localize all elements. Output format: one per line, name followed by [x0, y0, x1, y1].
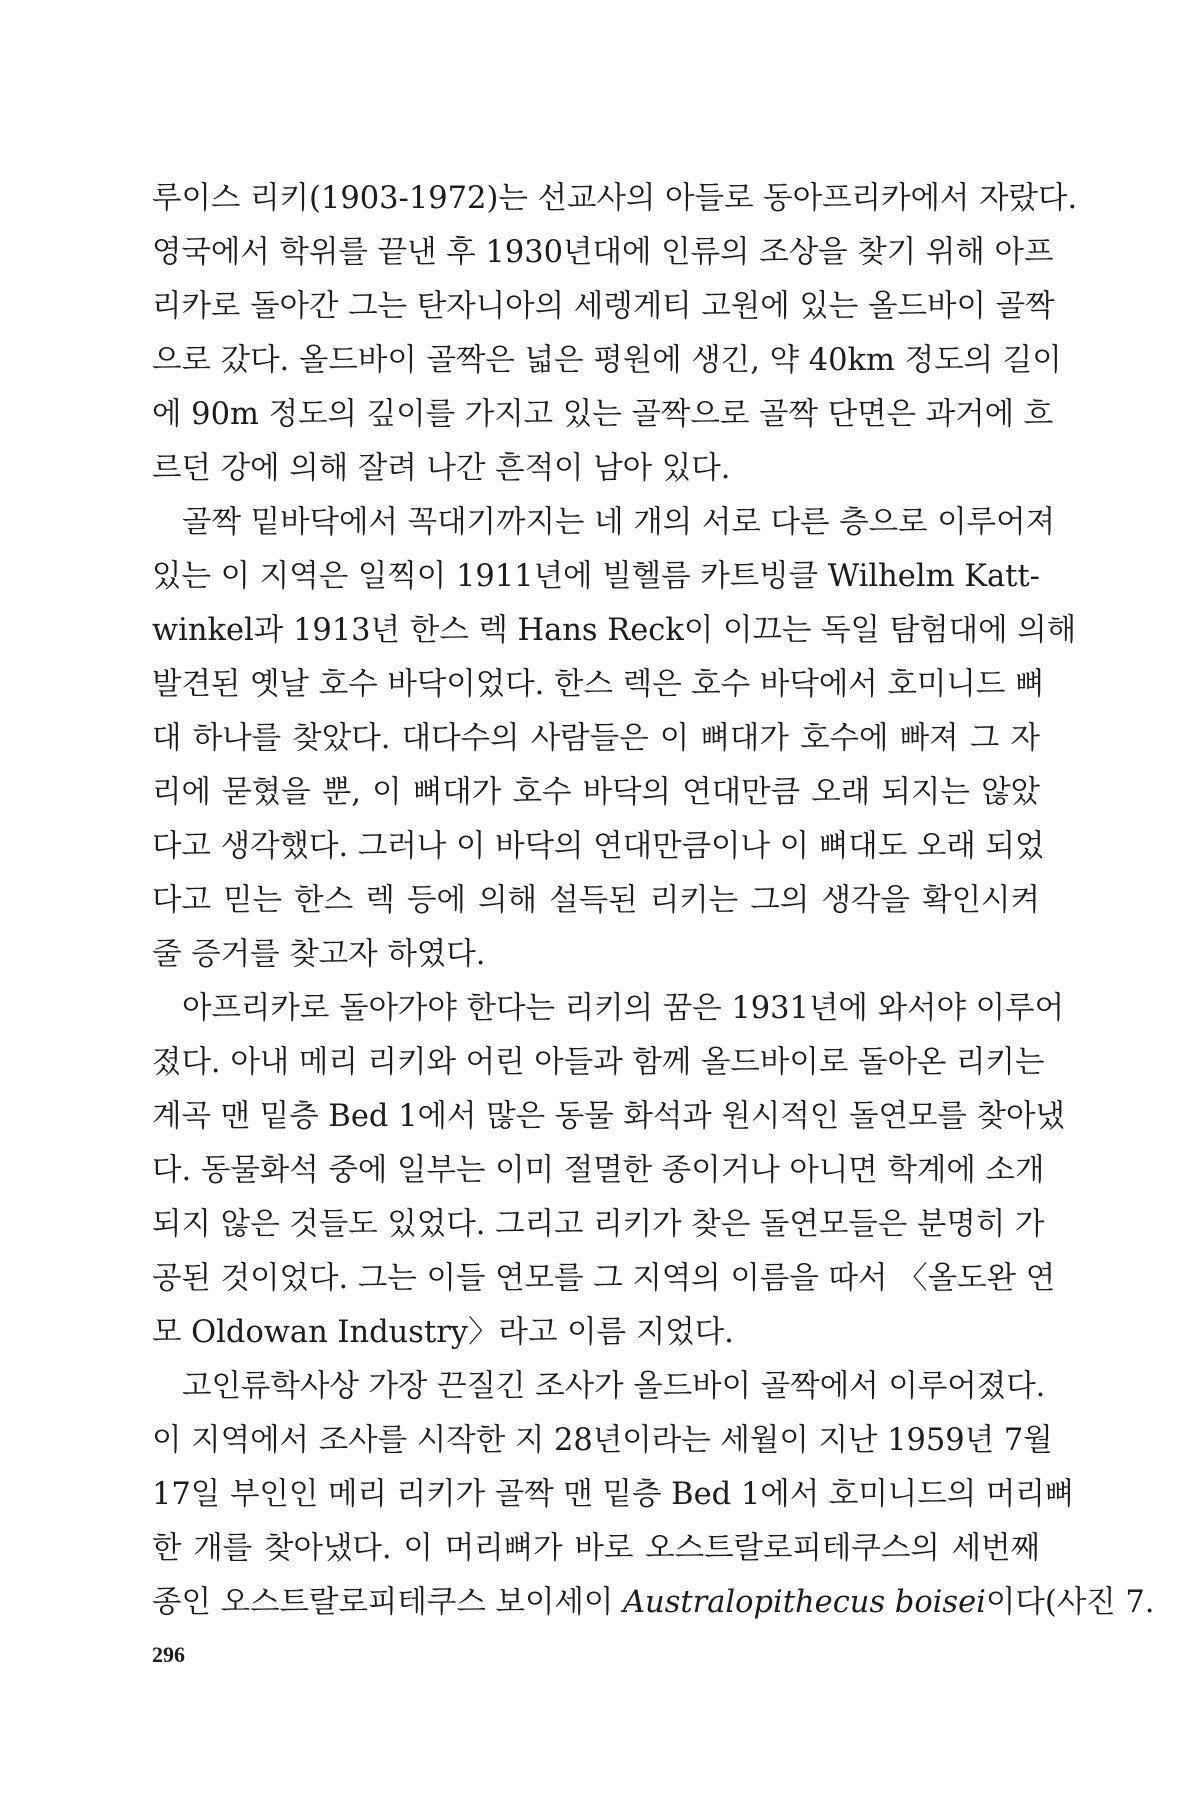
text-line-2: 영국에서 학위를 끝낸 후 1930년대에 인류의 조상을 찾기 위해 아프 — [152, 235, 1054, 270]
text-line-23: 고인류학사상 가장 끈질긴 조사가 올드바이 골짝에서 이루어졌다. — [182, 1369, 1046, 1404]
text-line-4: 으로 갔다. 올드바이 골짝은 넓은 평원에 생긴, 약 40km 정도의 길이 — [152, 343, 1062, 378]
text-line-10: 발견된 옛날 호수 바닥이었다. 한스 렉은 호수 바닥에서 호미니드 뼈 — [152, 667, 1045, 702]
text-line-9: winkel과 1913년 한스 렉 Hans Reck이 이끄는 독일 탐험대에 의해 — [152, 613, 1077, 648]
text-line-22: 모 Oldowan Industry〉라고 이름 지었다. — [152, 1315, 734, 1350]
text-line-13: 다고 생각했다. 그러나 이 바닥의 연대만큼이나 이 뼈대도 오래 되었 — [152, 829, 1045, 864]
text-line-20: 되지 않은 것들도 있었다. 그리고 리키가 찾은 돌연모들은 분명히 가 — [152, 1207, 1045, 1242]
text-line-5: 에 90m 정도의 깊이를 가지고 있는 골짝으로 골짝 단면은 과거에 흐 — [152, 397, 1054, 432]
text-line-16: 아프리카로 돌아가야 한다는 리키의 꿈은 1931년에 와서야 이루어 — [182, 991, 1065, 1026]
text-line-25: 17일 부인인 메리 리키가 골짝 맨 밑층 Bed 1에서 호미니드의 머리뼈 — [152, 1477, 1075, 1512]
text-line-6: 르던 강에 의해 잘려 나간 흔적이 남아 있다. — [152, 451, 731, 486]
text-line-11: 대 하나를 찾았다. 대다수의 사람들은 이 뼈대가 호수에 빠져 그 자 — [152, 721, 1040, 756]
species-name-italic: Australopithecus boisei — [623, 1585, 986, 1620]
text-line-8: 있는 이 지역은 일찍이 1911년에 빌헬름 카트빙클 Wilhelm Katt- — [152, 559, 1040, 594]
text-line-26: 한 개를 찾아냈다. 이 머리뼈가 바로 오스트랄로피테쿠스의 세번째 — [152, 1531, 1040, 1566]
text-line-14: 다고 믿는 한스 렉 등에 의해 설득된 리키는 그의 생각을 확인시켜 — [152, 883, 1040, 918]
text-line-27-suffix: 이다(사진 7. — [985, 1585, 1155, 1620]
text-line-7: 골짝 밑바닥에서 꼭대기까지는 네 개의 서로 다른 층으로 이루어져 — [182, 505, 1056, 540]
body-text — [152, 172, 1155, 1630]
text-line-27 — [152, 1576, 1155, 1630]
text-line-1: 루이스 리키(1903-1972)는 선교사의 아들로 동아프리카에서 자랐다. — [152, 181, 1078, 216]
text-line-18: 계곡 맨 밑층 Bed 1에서 많은 동물 화석과 원시적인 돌연모를 찾아냈 — [152, 1099, 1065, 1134]
text-line-17: 졌다. 아내 메리 리키와 어린 아들과 함께 올드바이로 돌아온 리키는 — [152, 1045, 1045, 1080]
text-line-19: 다. 동물화석 중에 일부는 이미 절멸한 종이거나 아니면 학계에 소개 — [152, 1153, 1045, 1188]
text-line-21: 공된 것이었다. 그는 이들 연모를 그 지역의 이름을 따서 〈올도완 연 — [152, 1261, 1056, 1296]
text-line-27-prefix: 종인 오스트랄로피테쿠스 보이세이 — [152, 1585, 624, 1620]
text-line-3: 리카로 돌아간 그는 탄자니아의 세렝게티 고원에 있는 올드바이 골짝 — [152, 289, 1055, 324]
book-page — [152, 172, 1155, 1732]
text-line-24: 이 지역에서 조사를 시작한 지 28년이라는 세월이 지난 1959년 7월 — [152, 1423, 1053, 1458]
text-line-12: 리에 묻혔을 뿐, 이 뼈대가 호수 바닥의 연대만큼 오래 되지는 않았 — [152, 775, 1040, 810]
page-number: 296 — [152, 1642, 185, 1667]
text-line-15: 줄 증거를 찾고자 하였다. — [152, 937, 486, 972]
